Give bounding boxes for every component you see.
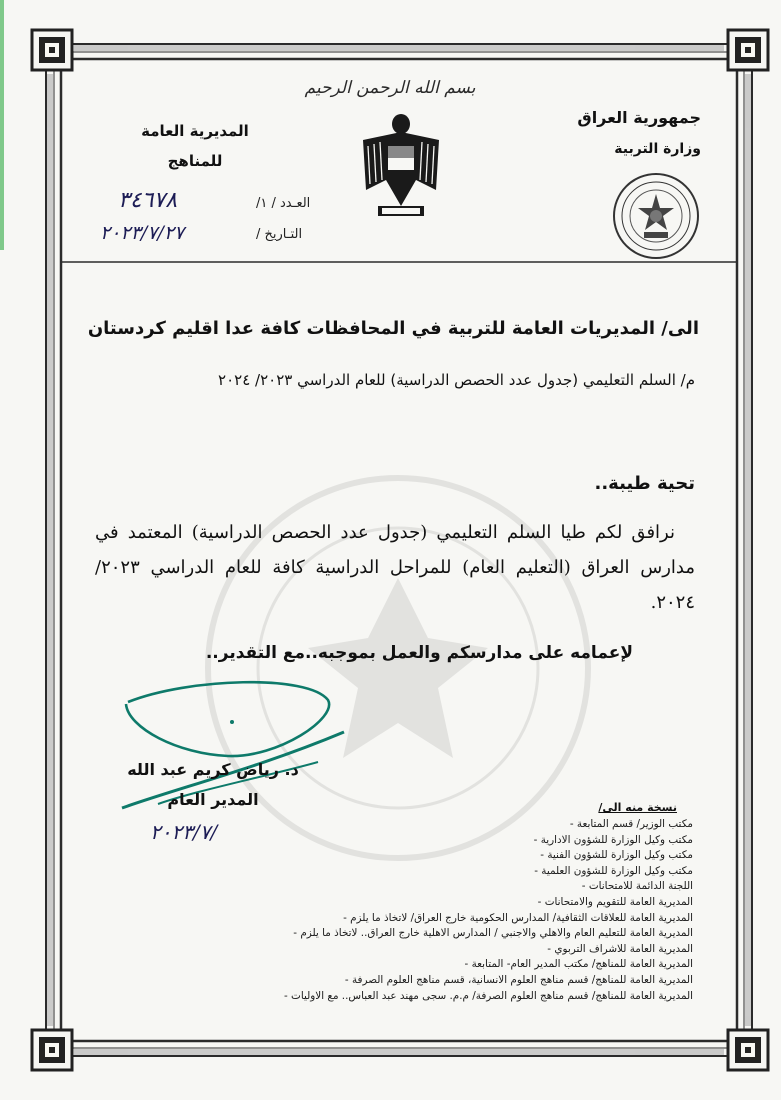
header-ministry: وزارة التربية: [614, 141, 701, 157]
cc-item: المديرية العامة للتقويم والامتحانات -: [284, 895, 693, 911]
cc-item: المديرية العامة للمناهج/ قسم مناهج العلوم الصرفة/ م.م. سجى مهند عبد العباس.. مع الاوليات -: [284, 989, 693, 1005]
cc-item: مكتب وكيل الوزارة للشؤون الادارية -: [284, 833, 693, 849]
cc-item: المديرية العامة للتعليم العام والاهلي والاجنبي / المدارس الاهلية خارج العراق.. لاتخاذ ما يلزم -: [284, 926, 693, 942]
cc-item: مكتب وكيل الوزارة للشؤون العلمية -: [284, 864, 693, 880]
number-value: ٣٤٦٧٨: [118, 188, 178, 213]
cc-item: اللجنة الدائمة للامتحانات -: [284, 879, 693, 895]
subject-line: م/ السلم التعليمي (جدول عدد الحصص الدراسية) للعام الدراسي ٢٠٢٣/ ٢٠٢٤: [218, 371, 695, 389]
signatory-name: د. رياض كريم عبد الله: [127, 760, 299, 779]
header-directorate-dept: للمناهج: [167, 152, 223, 170]
number-label: العـدد / ١/: [256, 196, 311, 211]
cc-item: مكتب الوزير/ قسم المتابعة -: [284, 817, 693, 833]
closing-line: لإعمامه على مدارسكم والعمل بموجبه..مع التقدير..: [205, 643, 633, 663]
header-directorate: المديرية العامة: [141, 122, 249, 140]
signature-date: ٢٠٢٣/٧/: [150, 820, 218, 844]
cc-item: المديرية العامة للمناهج/ مكتب المدير العام- المتابعة -: [284, 957, 693, 973]
date-value: ٢٠٢٣/٧/٢٧: [100, 222, 185, 244]
eagle-emblem-icon: [358, 110, 444, 222]
date-label: التـاريخ /: [256, 227, 303, 242]
ministry-seal-icon: [612, 172, 700, 260]
signatory-title: المدير العام: [167, 790, 259, 809]
basmala: بسم الله الرحمن الرحيم: [304, 78, 476, 98]
cc-item: المديرية العامة للمناهج/ قسم مناهج العلوم الانسانية، قسم مناهج العلوم الصرفة -: [284, 973, 693, 989]
cc-item: مكتب وكيل الوزارة للشؤون الفنية -: [284, 848, 693, 864]
greeting: تحية طيبة..: [594, 473, 695, 494]
cc-item: المديرية العامة للاشراف التربوي -: [284, 942, 693, 958]
cc-title: نسخة منه الى/: [598, 801, 677, 814]
cc-list: [284, 817, 693, 1004]
cc-item: المديرية العامة للعلاقات الثقافية/ المدارس الحكومية خارج العراق/ لاتخاذ ما يلزم -: [284, 911, 693, 927]
recipient-line: الى/ المديريات العامة للتربية في المحافظات كافة عدا اقليم كردستان: [87, 318, 699, 339]
letter-body: [95, 515, 695, 620]
letter-body-text: نرافق لكم طيا السلم التعليمي (جدول عدد الحصص الدراسية) المعتمد في مدارس العراق (التعليم العام) للمراحل الدراسية كافة للعام الدراسي ٢٠٢٣/ ٢٠٢٤.: [95, 522, 695, 613]
header-country: جمهورية العراق: [577, 108, 701, 127]
